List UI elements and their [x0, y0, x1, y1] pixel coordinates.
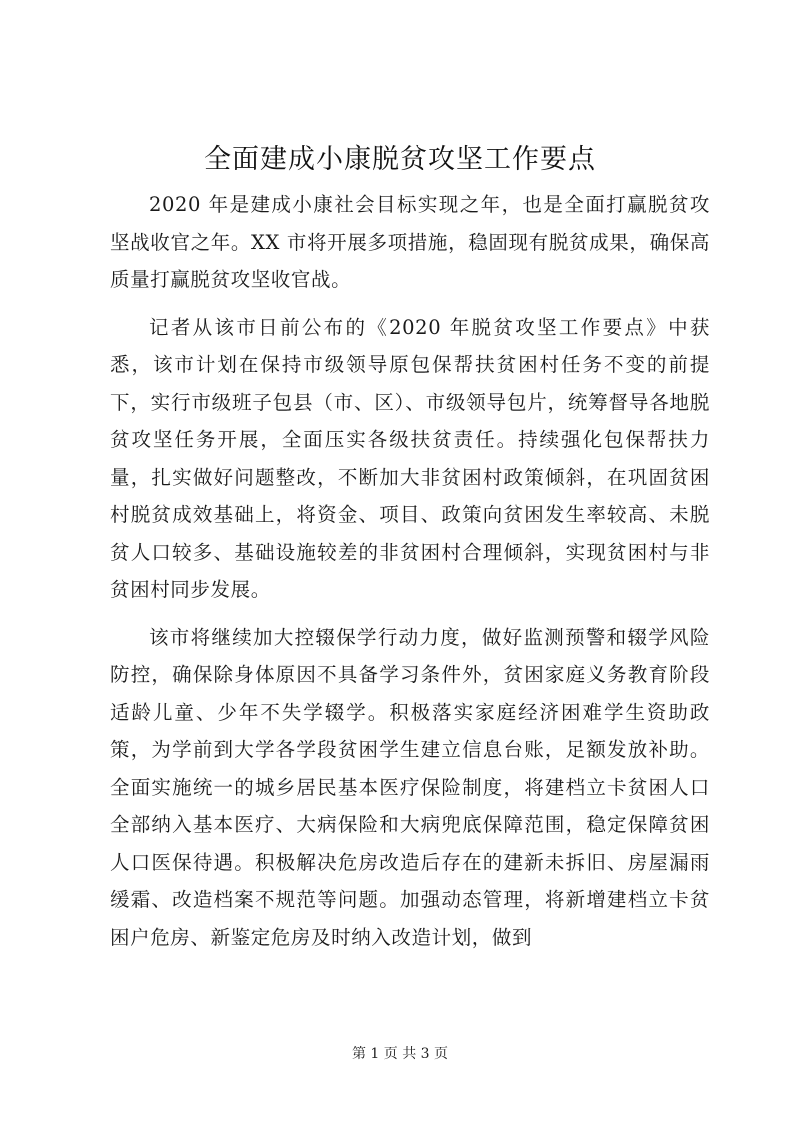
page-footer: 第 1 页 共 3 页 [351, 1046, 449, 1062]
document-title: 全面建成小康脱贫攻坚工作要点 [204, 144, 596, 175]
paragraph-3: 该市将继续加大控辍保学行动力度，做好监测预警和辍学风险防控，确保除身体原因不具备学习条件外，贫困家庭义务教育阶段适龄儿童、少年不失学辍学。积极落实家庭经济困难学生资助政策，为学前到大学各学段贫困学生建立信息台账，足额发放补助。全面实施统一的城乡居民基本医疗保险制度，将建档立卡贫困人口全部纳入基本医疗、大病保险和大病兜底保障范围，稳定保障贫困人口医保待遇。积极解决危房改造后存在的建新未拆旧、房屋漏雨缓霜、改造档案不规范等问题。加强动态管理，将新增建档立卡贫困户危房、新鉴定危房及时纳入改造计划，做到 [110, 625, 710, 949]
paragraph-1: 2020 年是建成小康社会目标实现之年，也是全面打赢脱贫攻坚战收官之年。XX 市将开展多项措施，稳固现有脱贫成果，确保高质量打赢脱贫攻坚收官战。 [110, 193, 710, 291]
document-body [110, 186, 710, 966]
paragraph-2: 记者从该市日前公布的《2020 年脱贫攻坚工作要点》中获悉，该市计划在保持市级领导原包保帮扶贫困村任务不变的前提下，实行市级班子包县（市、区）、市级领导包片，统筹督导各地脱贫攻坚任务开展，全面压实各级扶贫责任。持续强化包保帮扶力量，扎实做好问题整改，不断加大非贫困村政策倾斜，在巩固贫困村脱贫成效基础上，将资金、项目、政策向贫困发生率较高、未脱贫人口较多、基础设施较差的非贫困村合理倾斜，实现贫困村与非贫困村同步发展。 [110, 315, 710, 601]
